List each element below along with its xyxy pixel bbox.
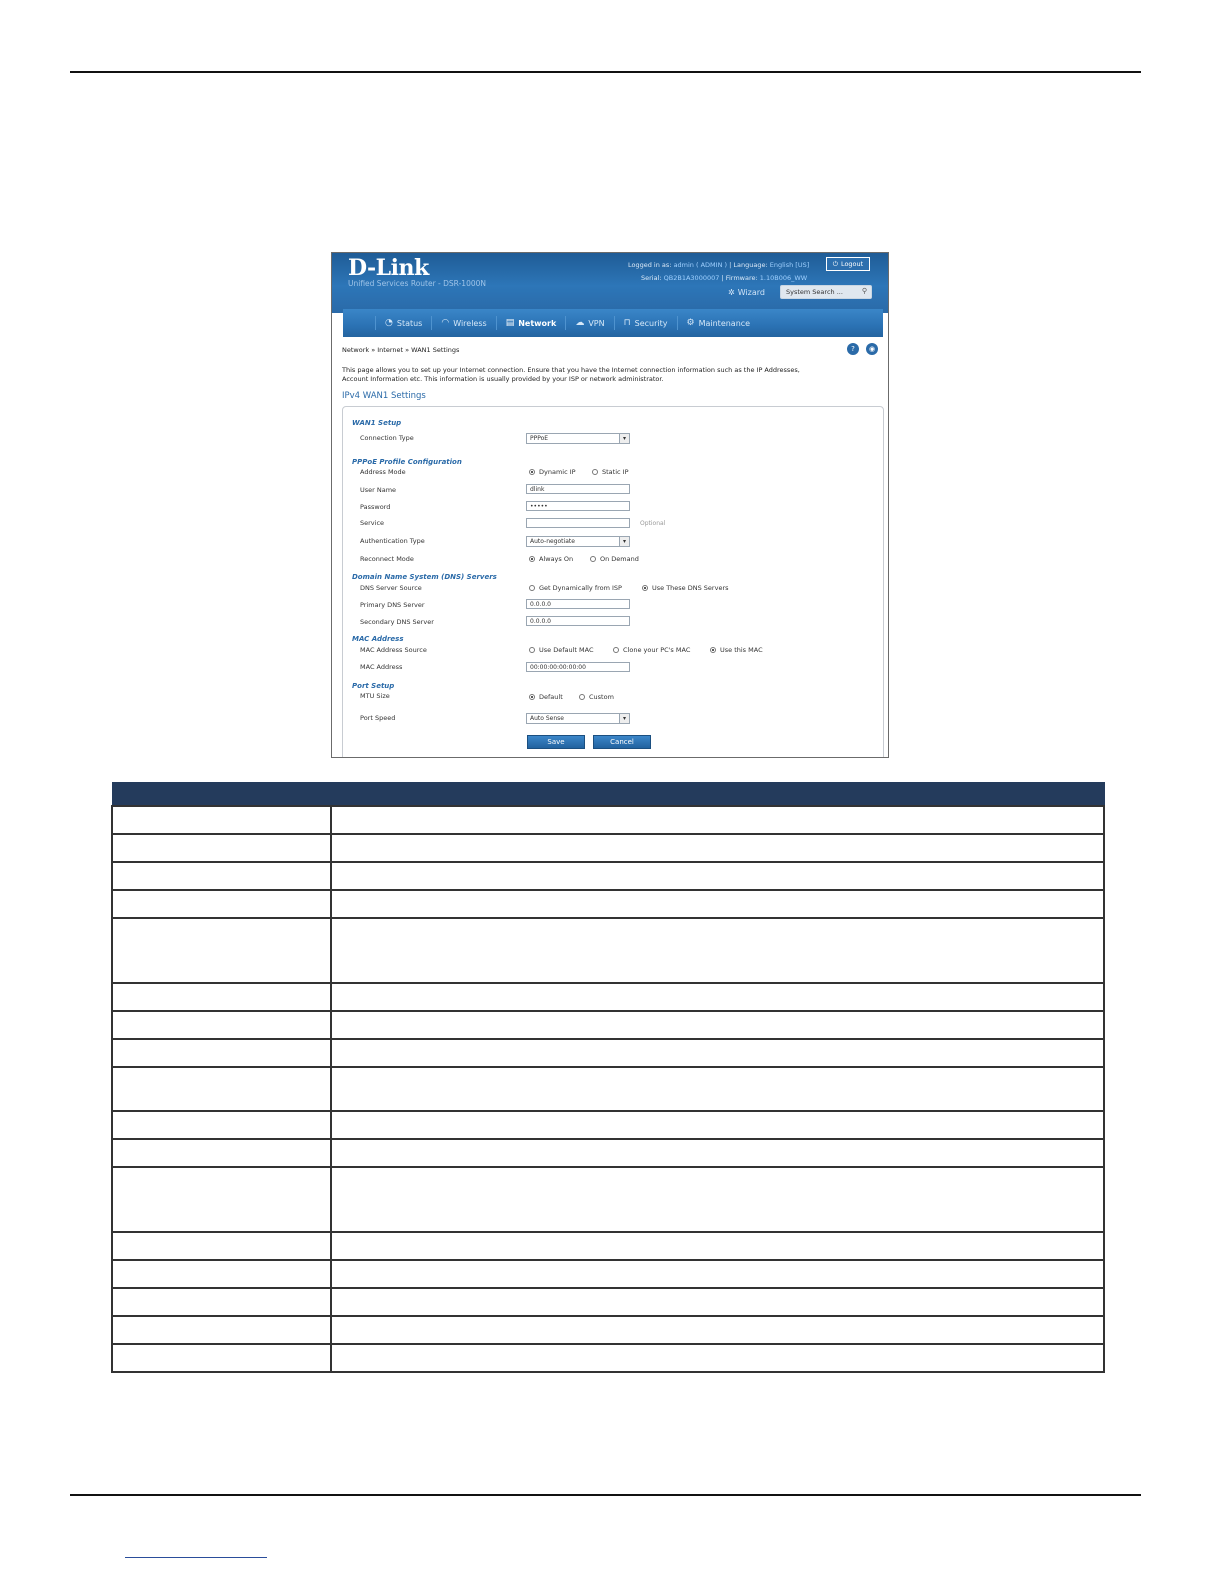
- table-cell: [112, 1232, 331, 1260]
- option-label: Get Dynamically from ISP: [539, 584, 622, 592]
- table-row: [112, 1067, 1104, 1111]
- language-label: Language:: [733, 261, 768, 269]
- field-description-table: [111, 782, 1105, 1373]
- main-nav: [343, 309, 883, 337]
- mtu-size-label: MTU Size: [360, 692, 390, 700]
- service-hint: Optional: [640, 520, 666, 527]
- table-row: [112, 890, 1104, 918]
- logout-button[interactable]: [826, 257, 870, 271]
- table-cell: [112, 1039, 331, 1067]
- mtu-custom[interactable]: [579, 693, 614, 701]
- radio-selected[interactable]: [642, 585, 648, 591]
- option-label: Dynamic IP: [539, 468, 576, 476]
- nav-network[interactable]: [496, 316, 566, 330]
- table-header-cell: [331, 783, 1104, 807]
- gauge-icon: ◔: [385, 318, 393, 328]
- table-cell: [331, 1344, 1104, 1372]
- nav-wireless[interactable]: [431, 316, 495, 330]
- auth-type-label: Authentication Type: [360, 537, 425, 545]
- nav-label: Wireless: [453, 318, 487, 328]
- mac-use-this[interactable]: [710, 646, 763, 654]
- table-row: [112, 1288, 1104, 1316]
- login-info: Logged in as: admin ( ADMIN ) | Language: English [US]: [628, 261, 810, 269]
- radio-selected[interactable]: [710, 647, 716, 653]
- group-wan-setup: WAN1 Setup: [352, 419, 402, 427]
- logged-in-user[interactable]: admin ( ADMIN ): [673, 261, 728, 269]
- table-row: [112, 918, 1104, 983]
- option-label: Always On: [539, 555, 574, 563]
- device-info: Serial: QB2B1A3000007 | Firmware: 1.10B006_WW: [641, 274, 808, 282]
- table-cell: [331, 1232, 1104, 1260]
- table-cell: [331, 890, 1104, 918]
- dns-dynamic[interactable]: [529, 584, 622, 592]
- group-pppoe: PPPoE Profile Configuration: [352, 458, 462, 466]
- table-row: [112, 862, 1104, 890]
- chevron-down-icon: ▾: [619, 434, 629, 443]
- nav-label: Network: [518, 318, 557, 328]
- nav-label: VPN: [588, 318, 605, 328]
- radio-unselected[interactable]: [579, 694, 585, 700]
- option-label: Use Default MAC: [539, 646, 594, 654]
- mac-address-input[interactable]: 00:00:00:00:00:00: [526, 662, 630, 672]
- intro-text: [342, 366, 872, 384]
- mac-default[interactable]: [529, 646, 594, 654]
- nav-status[interactable]: [375, 316, 431, 330]
- port-speed-value: Auto Sense: [530, 715, 564, 722]
- logged-in-label: Logged in as:: [628, 261, 672, 269]
- table-row: [112, 1039, 1104, 1067]
- option-label: Use this MAC: [720, 646, 763, 654]
- system-search-input[interactable]: [780, 285, 872, 299]
- table-row: [112, 1139, 1104, 1167]
- firmware-value: 1.10B006_WW: [759, 274, 808, 282]
- service-label: Service: [360, 519, 385, 527]
- table-cell: [331, 1067, 1104, 1111]
- table-cell: [331, 1011, 1104, 1039]
- table-cell: [112, 1011, 331, 1039]
- table-cell: [331, 1316, 1104, 1344]
- table-row: [112, 983, 1104, 1011]
- nav-label: Status: [396, 318, 423, 328]
- radio-selected[interactable]: [529, 694, 535, 700]
- dns-use-these[interactable]: [642, 584, 729, 592]
- wand-icon: ✲: [728, 288, 735, 297]
- table-cell: [112, 1344, 331, 1372]
- connection-type-label: Connection Type: [360, 434, 414, 442]
- table-row: [112, 1344, 1104, 1372]
- primary-dns-input[interactable]: 0.0.0.0: [526, 599, 630, 609]
- radio-unselected[interactable]: [529, 647, 535, 653]
- radio-unselected[interactable]: [590, 556, 596, 562]
- dlink-logo: D-Link: [348, 255, 429, 281]
- app-header: [332, 253, 888, 313]
- nav-maintenance[interactable]: [677, 316, 760, 330]
- auth-type-value: Auto-negotiate: [530, 538, 575, 545]
- address-mode-dynamic[interactable]: [529, 468, 576, 476]
- table-row: [112, 1111, 1104, 1139]
- address-mode-static[interactable]: [592, 468, 629, 476]
- product-subtitle: Unified Services Router - DSR-1000N: [348, 279, 486, 288]
- reconnect-on-demand[interactable]: [590, 555, 639, 563]
- option-label: On Demand: [600, 555, 639, 563]
- user-name-input[interactable]: dlink: [526, 484, 630, 494]
- intro-line-2: Account Information etc. This information is usually provided by your ISP or network administrator.: [342, 375, 664, 383]
- address-mode-label: Address Mode: [360, 468, 406, 476]
- option-label: Custom: [589, 693, 614, 701]
- reconnect-mode-label: Reconnect Mode: [360, 555, 414, 563]
- table-cell: [112, 862, 331, 890]
- table-cell: [331, 1167, 1104, 1232]
- radio-selected[interactable]: [529, 469, 535, 475]
- top-rule: [70, 71, 1141, 73]
- table-cell: [112, 918, 331, 983]
- table-cell: [112, 806, 331, 834]
- table-cell: [331, 834, 1104, 862]
- group-port: Port Setup: [352, 682, 395, 690]
- power-icon: ⏻: [832, 259, 838, 268]
- table-cell: [331, 1039, 1104, 1067]
- table-header-cell: [112, 783, 331, 807]
- password-input[interactable]: •••••: [526, 501, 630, 511]
- table-row: [112, 1316, 1104, 1344]
- table-header-row: [112, 783, 1104, 807]
- radio-selected[interactable]: [529, 556, 535, 562]
- table-cell: [331, 983, 1104, 1011]
- nav-label: Security: [634, 318, 668, 328]
- table-cell: [112, 1316, 331, 1344]
- secondary-dns-input[interactable]: 0.0.0.0: [526, 616, 630, 626]
- primary-dns-label: Primary DNS Server: [360, 601, 425, 609]
- table-cell: [331, 1139, 1104, 1167]
- info-icon[interactable]: ◉: [866, 343, 878, 355]
- save-button[interactable]: Save: [527, 735, 585, 749]
- table-cell: [112, 834, 331, 862]
- option-label: Default: [539, 693, 563, 701]
- password-label: Password: [360, 503, 391, 511]
- nav-label: Maintenance: [698, 318, 751, 328]
- table-row: [112, 1232, 1104, 1260]
- option-label: Clone your PC's MAC: [623, 646, 691, 654]
- mac-clone[interactable]: [613, 646, 690, 654]
- settings-panel: [342, 406, 884, 758]
- service-input[interactable]: [526, 518, 630, 528]
- table-cell: [112, 1111, 331, 1139]
- group-dns: Domain Name System (DNS) Servers: [352, 573, 497, 581]
- section-title: IPv4 WAN1 Settings: [342, 391, 426, 401]
- mtu-default[interactable]: [529, 693, 563, 701]
- table-cell: [112, 1139, 331, 1167]
- nav-security[interactable]: [614, 316, 677, 330]
- breadcrumb[interactable]: Network » Internet » WAN1 Settings: [342, 346, 460, 354]
- chevron-down-icon: ▾: [619, 714, 629, 723]
- language-selector[interactable]: English [US]: [769, 261, 810, 269]
- reconnect-always-on[interactable]: [529, 555, 573, 563]
- mac-source-label: MAC Address Source: [360, 646, 427, 654]
- gear-icon: ⚙: [686, 318, 695, 328]
- lock-icon: ⊓: [623, 318, 631, 328]
- table-row: [112, 1011, 1104, 1039]
- table-cell: [112, 890, 331, 918]
- firmware-label: Firmware:: [725, 274, 758, 282]
- cancel-button[interactable]: Cancel: [593, 735, 651, 749]
- wifi-icon: ◠: [441, 318, 450, 328]
- table-cell: [112, 1288, 331, 1316]
- intro-line-1: This page allows you to set up your Internet connection. Ensure that you have the Internet connection information such as the IP Addresses,: [342, 366, 800, 374]
- network-icon: ▤: [505, 318, 515, 328]
- router-screenshot: [331, 252, 889, 758]
- chevron-down-icon: ▾: [619, 537, 629, 546]
- table-cell: [331, 1260, 1104, 1288]
- search-placeholder: System Search ...: [786, 288, 843, 296]
- serial-label: Serial:: [641, 274, 662, 282]
- dns-source-label: DNS Server Source: [360, 584, 422, 592]
- table-cell: [112, 983, 331, 1011]
- secondary-dns-label: Secondary DNS Server: [360, 618, 434, 626]
- radio-unselected[interactable]: [613, 647, 619, 653]
- connection-type-value: PPPoE: [530, 435, 549, 442]
- mac-address-label: MAC Address: [360, 663, 403, 671]
- table-cell: [112, 1167, 331, 1232]
- option-label: Static IP: [602, 468, 629, 476]
- user-name-label: User Name: [360, 486, 397, 494]
- table-cell: [112, 1260, 331, 1288]
- radio-unselected[interactable]: [592, 469, 598, 475]
- table-row: [112, 1167, 1104, 1232]
- table-cell: [331, 1288, 1104, 1316]
- wizard-label: Wizard: [737, 288, 765, 297]
- connection-type-select[interactable]: [526, 433, 630, 444]
- auth-type-select[interactable]: [526, 536, 630, 547]
- cloud-icon: ☁: [575, 318, 585, 328]
- group-mac: MAC Address: [352, 635, 404, 643]
- wizard-link[interactable]: [728, 288, 765, 297]
- footer-link-underline[interactable]: [125, 1557, 267, 1558]
- search-icon[interactable]: ⚲: [861, 287, 867, 295]
- table-cell: [331, 918, 1104, 983]
- serial-value: QB2B1A3000007: [663, 274, 720, 282]
- port-speed-select[interactable]: [526, 713, 630, 724]
- table-cell: [331, 806, 1104, 834]
- bottom-rule: [70, 1494, 1141, 1496]
- nav-vpn[interactable]: [565, 316, 613, 330]
- option-label: Use These DNS Servers: [652, 584, 729, 592]
- table-row: [112, 806, 1104, 834]
- logout-label: Logout: [840, 260, 864, 268]
- table-row: [112, 1260, 1104, 1288]
- table-cell: [112, 1067, 331, 1111]
- port-speed-label: Port Speed: [360, 714, 396, 722]
- table-row: [112, 834, 1104, 862]
- help-icon[interactable]: ?: [847, 343, 859, 355]
- radio-unselected[interactable]: [529, 585, 535, 591]
- table-cell: [331, 1111, 1104, 1139]
- table-cell: [331, 862, 1104, 890]
